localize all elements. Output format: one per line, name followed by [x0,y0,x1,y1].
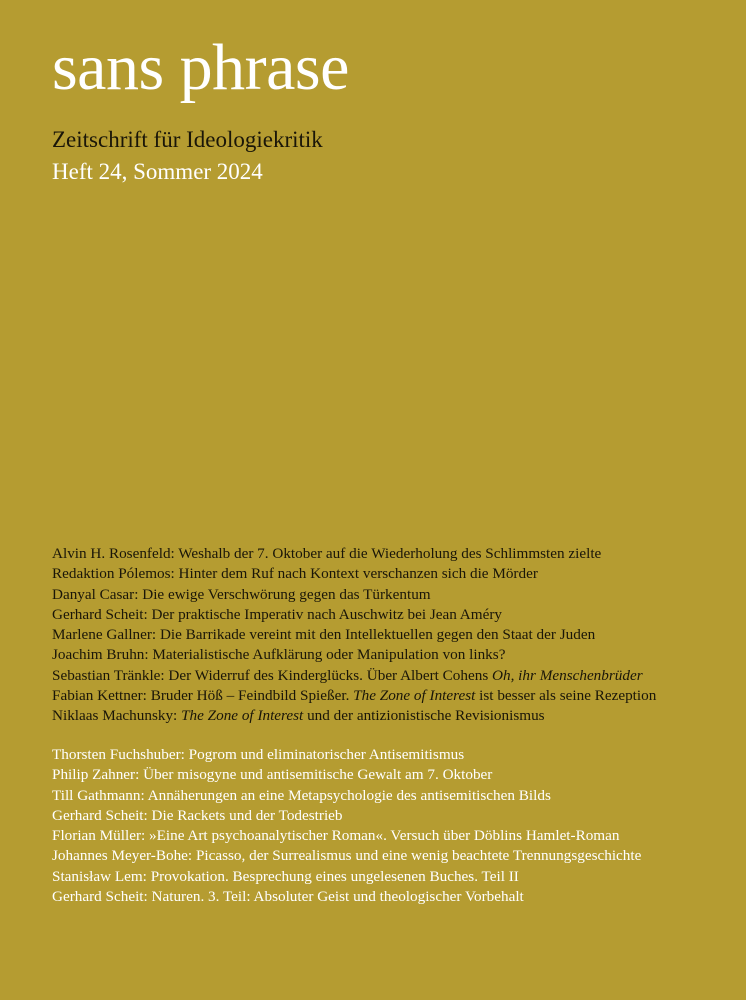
toc-entry: Gerhard Scheit: Naturen. 3. Teil: Absoluter Geist und theologischer Vorbehalt [52,888,524,906]
toc-entry: Redaktion Pólemos: Hinter dem Ruf nach Kontext verschanzen sich die Mörder [52,565,538,583]
toc-entry: Gerhard Scheit: Die Rackets und der Todestrieb [52,806,343,824]
toc-entry: Niklaas Machunsky: The Zone of Interest und der antizionistische Revisionismus [52,707,545,725]
toc-entry: Gerhard Scheit: Der praktische Imperativ nach Auschwitz bei Jean Améry [52,605,502,623]
table-of-contents-primary [52,544,732,727]
toc-entry: Danyal Casar: Die ewige Verschwörung gegen das Türkentum [52,585,431,603]
toc-entry: Sebastian Tränkle: Der Widerruf des Kinderglücks. Über Albert Cohens Oh, ihr Menschenbrüder [52,666,643,684]
book-title: Oh, ihr Menschenbrüder [492,666,643,684]
toc-entry: Alvin H. Rosenfeld: Weshalb der 7. Oktober auf die Wiederholung des Schlimmsten zielte [52,545,602,562]
toc-entry: Florian Müller: »Eine Art psychoanalytischer Roman«. Versuch über Döblins Hamlet-Roman [52,827,620,845]
magazine-subtitle: Zeitschrift für Ideologiekritik [52,127,323,152]
film-title: The Zone of Interest [353,687,476,705]
toc-entry: Marlene Gallner: Die Barrikade vereint mit den Intellektuellen gegen den Staat der Juden [52,626,596,644]
issue-info: Heft 24, Sommer 2024 [52,159,263,184]
toc-entry: Johannes Meyer-Bohe: Picasso, der Surrealismus und eine wenig beachtete Trennungsgeschichte [52,847,642,865]
toc-entry: Philip Zahner: Über misogyne und antisemitische Gewalt am 7. Oktober [52,766,493,784]
toc-entry: Till Gathmann: Annäherungen an eine Metapsychologie des antisemitischen Bilds [52,786,551,804]
toc-entry: Fabian Kettner: Bruder Höß – Feindbild Spießer. The Zone of Interest ist besser als seine Rezeption [52,687,657,705]
toc-entry: Thorsten Fuchshuber: Pogrom und eliminatorischer Antisemitismus [52,746,465,763]
toc-entry: Stanisław Lem: Provokation. Besprechung eines ungelesenen Buches. Teil II [52,867,519,885]
film-title: The Zone of Interest [181,707,304,725]
magazine-title: sans phrase [52,31,349,104]
toc-entry: Joachim Bruhn: Materialistische Aufklärung oder Manipulation von links? [52,646,506,664]
table-of-contents-secondary [52,745,732,907]
